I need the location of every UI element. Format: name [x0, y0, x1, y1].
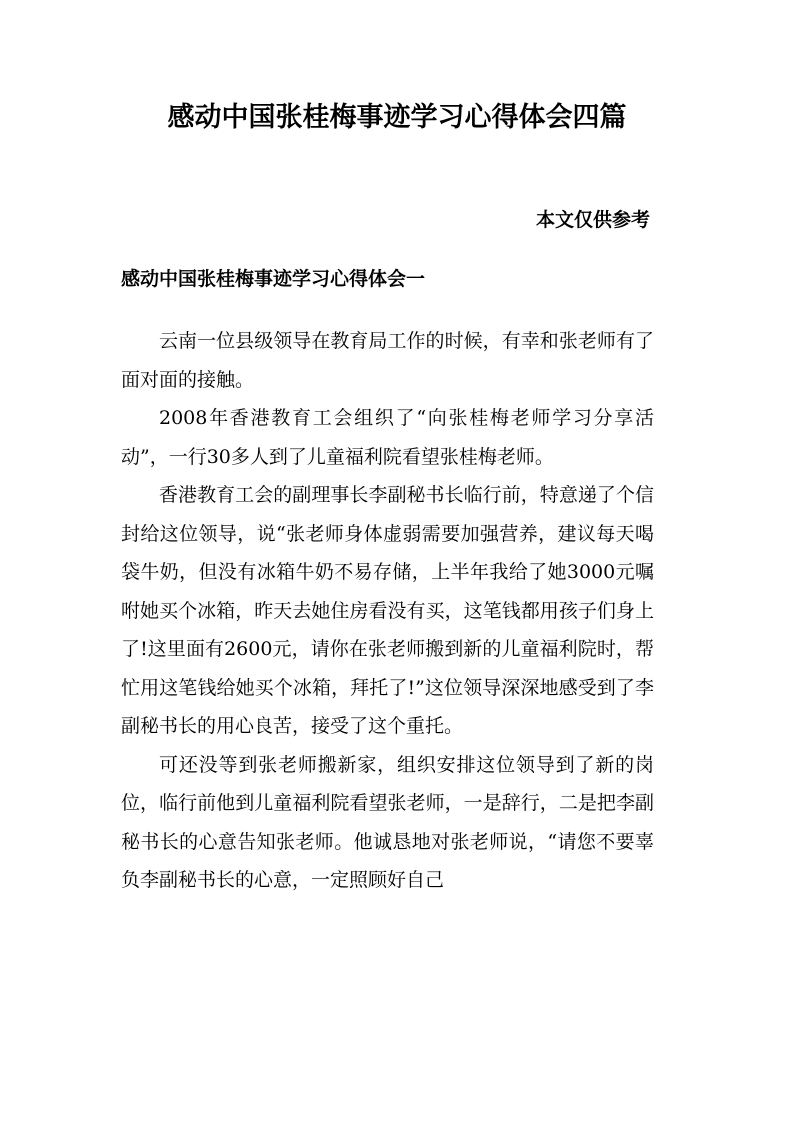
paragraph-3: 香港教育工会的副理事长李副秘书长临行前，特意递了个信封给这位领导，说“张老师身体虚弱需要加强营养，建议每天喝袋牛奶，但没有冰箱牛奶不易存储，上半年我给了她3000元嘱咐她买个冰箱，昨天去她住房看没有买，这笔钱都用孩子们身上了!这里面有2600元，请你在张老师搬到新的儿童福利院时，帮忙用这笔钱给她买个冰箱，拜托了!”这位领导深深地感受到了李副秘书长的用心良苦，接受了这个重托。 [121, 484, 654, 737]
reference-note: 本文仅供参考 [535, 209, 650, 231]
paragraph-2: 2008年香港教育工会组织了“向张桂梅老师学习分享活动”，一行30多人到了儿童福利院看望张桂梅老师。 [121, 407, 654, 468]
document-title: 感动中国张桂梅事迹学习心得体会四篇 [167, 102, 627, 133]
document-body [121, 322, 654, 900]
paragraph-1: 云南一位县级领导在教育局工作的时候，有幸和张老师有了面对面的接触。 [121, 330, 654, 391]
section-heading: 感动中国张桂梅事迹学习心得体会一 [121, 268, 426, 290]
paragraph-4: 可还没等到张老师搬新家，组织安排这位领导到了新的岗位，临行前他到儿童福利院看望张老师，一是辞行，二是把李副秘书长的心意告知张老师。他诚恳地对张老师说，“请您不要辜负李副秘书长的心意，一定照顾好自己 [121, 753, 654, 891]
